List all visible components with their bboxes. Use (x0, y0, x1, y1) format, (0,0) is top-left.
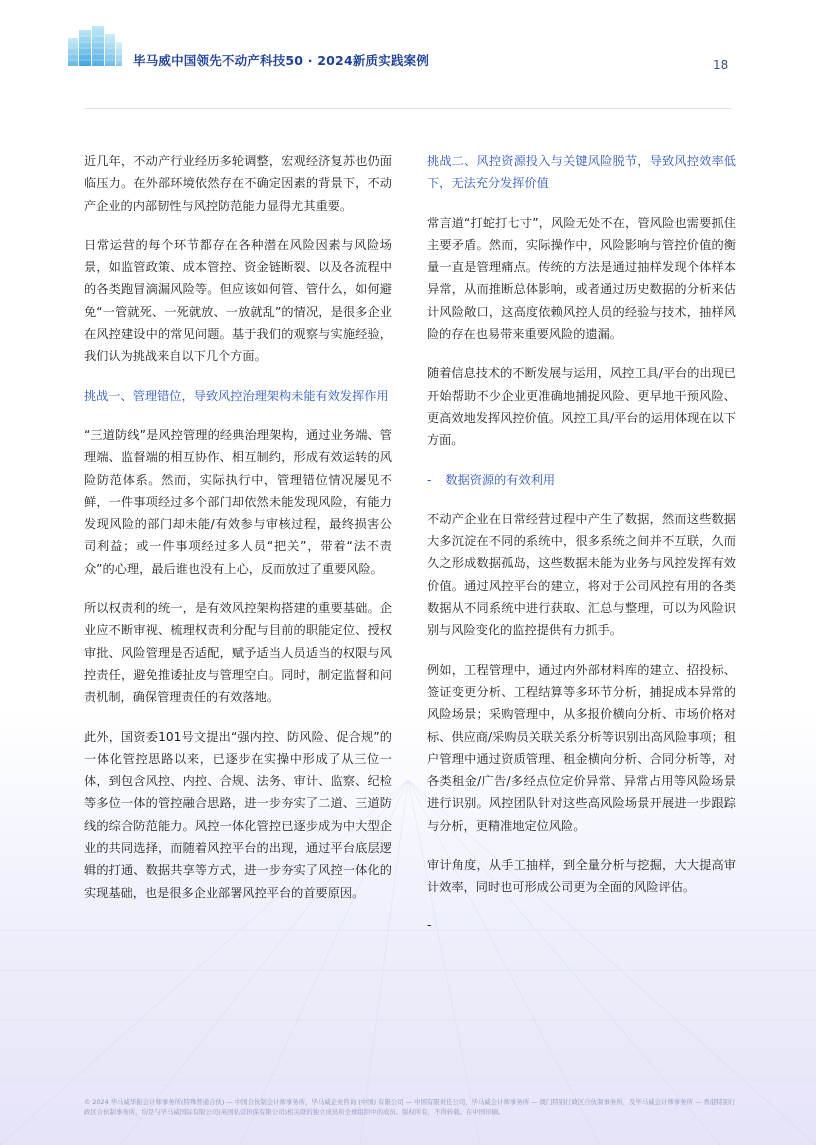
paragraph-audit: 审计角度，从手工抽样，到全量分析与挖掘，大大提高审计效率，同时也可形成公司更为全面的风险评估。 (427, 858, 736, 895)
paragraph-data-silos: 不动产企业在日常经营过程中产生了数据，然而这些数据大多沉淀在不同的系统中，很多系统之间并不互联，久而久之形成数据孤岛，这些数据未能为业务与风控发挥有效价值。通过风控平台的建立，将对于公司风控有用的各类数据从不同系统中进行获取、汇总与整理，可以为风险识别与风险变化的监控提供有力抓手。 (427, 511, 736, 638)
page-number: 18 (713, 58, 729, 72)
header-divider (84, 108, 732, 109)
paragraph-key-risk: 常言道“打蛇打七寸”，风险无处不在，管风险也需要抓住主要矛盾。然而，实际操作中，风险影响与管控价值的衡量一直是管理痛点。传统的方法是通过抽样发现个体样本异常，从而推断总体影响，或者通过历史数据的分析来估计风险敞口，这高度依赖风控人员的经验与技术，抽样风险的存在也易带来重要风险的遗漏。 (427, 215, 736, 342)
trailing-dash: - (427, 917, 432, 932)
paragraph-intro: 近几年，不动产行业经历多轮调整，宏观经济复苏也仍面临压力。在外部环境依然存在不确定因素的背景下，不动产企业的内部韧性与风控防范能力显得尤其重要。 (84, 154, 392, 213)
right-column (427, 150, 736, 953)
kpmg-building-logo-icon (66, 24, 124, 68)
paragraph-three-lines: “三道防线”是风控管理的经典治理架构，通过业务端、管理端、监督端的相互协作、相互制约，形成有效运转的风险防范体系。然而，实际执行中，管理错位情况屡见不鲜，一件事项经过多个部门却依然未能发现风险，有能力发现风险的部门却未能/有效参与审核过程，最终损害公司利益；或一件事项经过多人员“把关”，带着“法不责众”的心理，最后谁也没有上心，反而放过了重要风险。 (84, 427, 392, 576)
paragraph-integrated-control: 此外，国资委101号文提出“强内控、防风险、促合规”的一体化管控思路以来，已逐步在实操中形成了从三位一体，到包含风控、内控、合规、法务、审计、监察、纪检等多位一体的管控融合思路，进一步夯实了二道、三道防线的综合防范能力。风控一体化管控已逐步成为中大型企业的共同选择，而随着风控平台的出现，通过平台底层逻辑的打通、数据共享等方式，进一步夯实了风控一体化的实现基础，也是很多企业部署风控平台的首要原因。 (84, 729, 392, 900)
subheading-data-resources (427, 469, 736, 491)
paragraph-rights-responsibilities: 所以权责利的统一，是有效风控架构搭建的重要基础。企业应不断审视、梳理权责利分配与目前的职能定位、授权审批、风险管理是否适配，赋予适当人员适当的权限与风控责任，避免推诿扯皮与管理空白。同时，制定监督和问责机制，确保管理责任的有效落地。 (84, 601, 392, 705)
challenge-two-heading: 挑战二、风控资源投入与关键风险脱节，导致风控效率低下，无法充分发挥价值 (427, 154, 736, 191)
paragraph-examples: 例如，工程管理中，通过内外部材料库的建立、招投标、签证变更分析、工程结算等多环节分析，捕捉成本异常的风险场景；采购管理中，从多报价横向分析、市场价格对标、供应商/采购员关联关系分析等识别出高风险事项；租户管理中通过资质管理、租金横向分析、合同分析等，对各类租金/广告/多经点位定价异常、异常占用等风险场景进行识别。风控团队针对这些高风险场景开展进一步跟踪与分析，更精准地定位风险。 (427, 662, 736, 833)
paragraph-risk-scenarios: 日常运营的每个环节都存在各种潜在风险因素与风险场景，如监管政策、成本管控、资金链断裂、以及各流程中的各类跑冒滴漏风险等。但应该如何管、管什么，如何避免“一管就死、一死就放、一放就乱”的情况，是很多企业在风控建设中的常见问题。基于我们的观察与实施经验，我们认为挑战来自以下几个方面。 (84, 237, 392, 364)
left-column (84, 150, 392, 921)
paragraph-risk-tools: 随着信息技术的不断发展与运用，风控工具/平台的出现已开始帮助不少企业更准确地捕捉风险、更早地干预风险、更高效地发挥风控价值。风控工具/平台的运用体现在以下方面。 (427, 366, 736, 448)
subheading-dash: - (427, 472, 432, 487)
header-title: 毕马威中国领先不动产科技50 · 2024新质实践案例 (133, 53, 430, 68)
footer-copyright: © 2024 毕马威华振会计师事务所(特殊普通合伙) — 中国合伙制会计师事务所，毕马威企业咨询 (中国) 有限公司 — 中国有限责任公司，毕马威会计师事务所 — 澳门特别行政区合伙制事务所，及毕马威会计师事务所 — 香港特别行政区合伙制事务所，均是与毕马威国际有限公司(英国私营担保有限公司)相关联的独立成员所全球组织中的成员。版权所有，不得转载。在中国印刷。 (84, 1098, 736, 1116)
challenge-one-heading: 挑战一、管理错位，导致风控治理架构未能有效发挥作用 (84, 388, 389, 403)
subheading-text: 数据资源的有效利用 (445, 472, 556, 487)
